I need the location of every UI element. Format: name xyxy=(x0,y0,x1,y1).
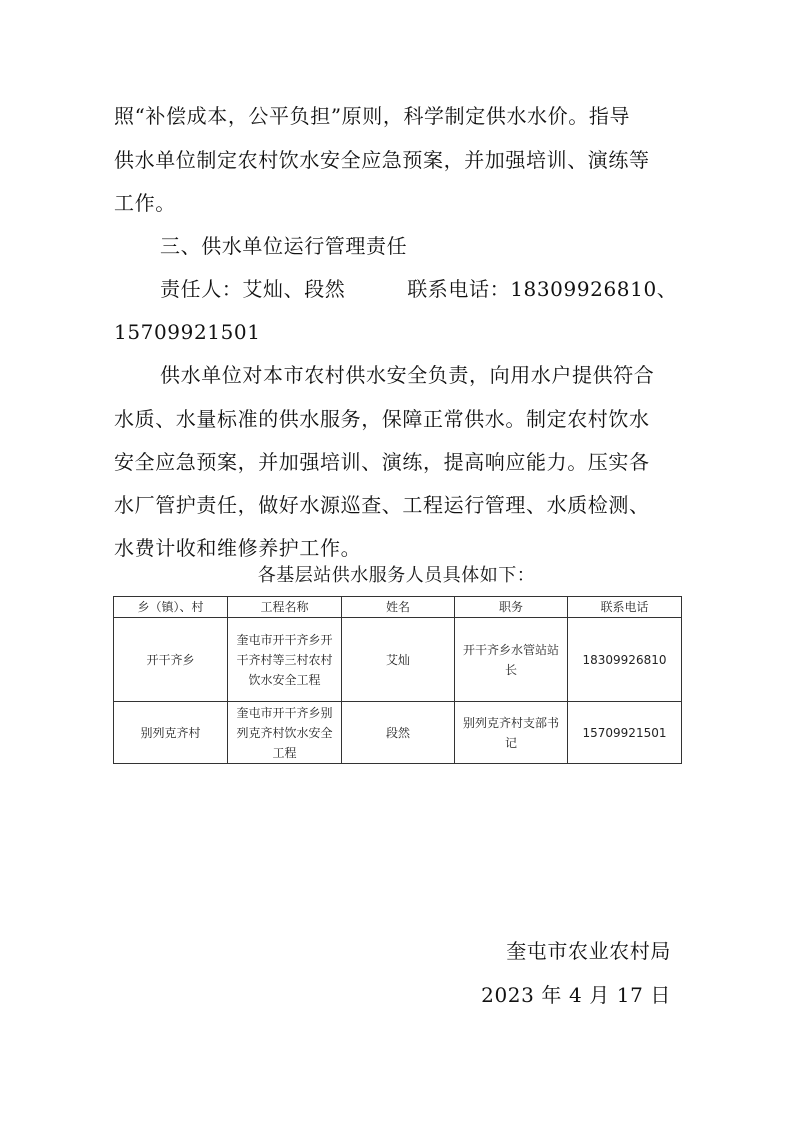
column-header: 联系电话 xyxy=(568,597,682,618)
staff-table xyxy=(113,596,682,764)
table-cell: 奎屯市开干齐乡开干齐村等三村农村饮水安全工程 xyxy=(228,618,342,702)
paragraph-line: 安全应急预案，并加强培训、演练，提高响应能力。压实各 xyxy=(114,450,650,474)
table-cell: 段然 xyxy=(342,702,455,764)
contact-line: 责任人：艾灿、段然 联系电话：18309926810、 xyxy=(160,277,678,301)
table-row xyxy=(114,702,682,764)
table-cell: 别列克齐村 xyxy=(114,702,228,764)
table-cell: 开干齐乡水管站站长 xyxy=(455,618,568,702)
paragraph-line: 水费计收和维修养护工作。 xyxy=(114,536,362,560)
column-header: 工程名称 xyxy=(228,597,342,618)
table-cell: 艾灿 xyxy=(342,618,455,702)
column-header: 乡（镇）、村 xyxy=(114,597,228,618)
contact-line: 15709921501 xyxy=(114,320,261,344)
section-heading: 三、供水单位运行管理责任 xyxy=(160,234,408,258)
table-caption: 各基层站供水服务人员具体如下： xyxy=(257,565,536,586)
table-cell: 开干齐乡 xyxy=(114,618,228,702)
table-row xyxy=(114,618,682,702)
signature-org: 奎屯市农业农村局 xyxy=(506,939,671,963)
paragraph-line: 照“补偿成本，公平负担”原则，科学制定供水水价。指导 xyxy=(114,104,631,128)
table-cell: 15709921501 xyxy=(568,702,682,764)
table-cell: 18309926810 xyxy=(568,618,682,702)
paragraph-line: 供水单位制定农村饮水安全应急预案，并加强培训、演练等 xyxy=(114,148,650,172)
paragraph-line: 工作。 xyxy=(114,191,176,215)
table-cell: 别列克齐村支部书记 xyxy=(455,702,568,764)
paragraph-line: 水质、水量标准的供水服务，保障正常供水。制定农村饮水 xyxy=(114,407,650,431)
table-cell: 奎屯市开干齐乡别列克齐村饮水安全工程 xyxy=(228,702,342,764)
paragraph-line: 水厂管护责任，做好水源巡查、工程运行管理、水质检测、 xyxy=(114,493,650,517)
table-header-row xyxy=(114,597,682,618)
column-header: 姓名 xyxy=(342,597,455,618)
paragraph-line: 供水单位对本市农村供水安全负责，向用水户提供符合 xyxy=(160,363,655,387)
signature-date: 2023 年 4 月 17 日 xyxy=(481,983,671,1007)
column-header: 职务 xyxy=(455,597,568,618)
